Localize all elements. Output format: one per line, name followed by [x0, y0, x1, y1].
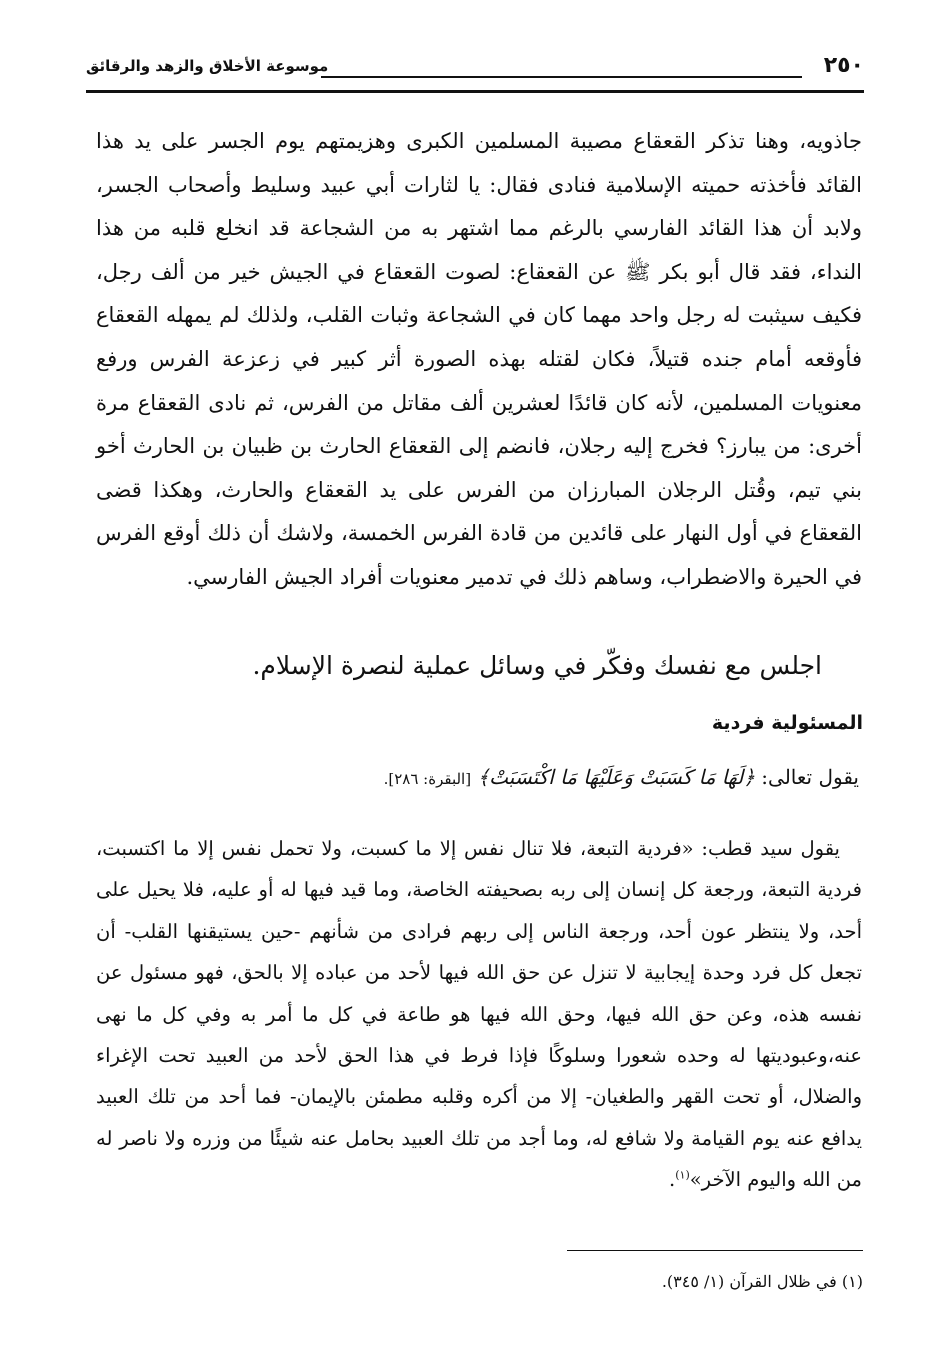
header-line — [321, 76, 802, 78]
reflection-callout: اجلس مع نفسك وفكّر في وسائل عملية لنصرة الإسلام. — [252, 651, 822, 680]
running-header — [86, 50, 864, 88]
section-heading: المسئولية فردية — [711, 712, 863, 734]
verse-intro: يقول تعالى: — [761, 765, 859, 789]
quran-verse: ﴿لَهَا مَا كَسَبَتْ وَعَلَيْهَا مَا اكْتَسَبَتْ﴾ — [477, 765, 755, 789]
verse-reference: [البقرة: ٢٨٦]. — [383, 770, 472, 788]
quote-end: . — [669, 1168, 676, 1192]
header-rule — [86, 90, 864, 93]
footnote-marker: (١) — [675, 1168, 690, 1182]
book-title: موسوعة الأخلاق والزهد والرقائق — [86, 57, 329, 75]
quote-text-block — [96, 828, 862, 1201]
paragraph-qaqaa: جاذويه، وهنا تذكر القعقاع مصيبة المسلمين الكبرى وهزيمتهم يوم الجسر على يد هذا القائد فأخذته حميته الإسلامية فنادى فقال: يا لثارات أبي عبيد وسليط وأصحاب الجسر، ولابد أن هذا القائد الفارسي بالرغم مما اشتهر به من الشجاعة قد انخلع قلبه من هذا النداء، فقد قال أبو بكر ﷺ عن القعقاع: لصوت القعقاع في الجيش خير من ألف رجل، فكيف سيثبت له رجل واحد مهما كان في الشجاعة وثبات القلب، ولذلك لم يمهله القعقاع فأوقعه أمام جنده قتيلاً، فكان لقتله بهذه الصورة أثر كبير في زعزعة الفرس ورفع معنويات المسلمين، لأنه كان قائدًا لعشرين ألف مقاتل من الفرس، ثم نادى القعقاع مرة أخرى: من يبارز؟ فخرج إليه رجلان، فانضم إلى القعقاع الحارث بن ظبيان بن الحارث أخو بني تيم، وقُتل الرجلان المبارزان من الفرس على يد القعقاع والحارث، وهكذا قضى القعقاع في أول النهار على قائدين من قادة الفرس الخمسة، ولاشك أن ذلك أوقع الفرس في الحيرة والاضطراب، وساهم ذلك في تدمير معنويات أفراد الجيش الفارسي. — [96, 129, 862, 589]
quote-text: يقول سيد قطب: «فردية التبعة، فلا تنال نفس إلا ما كسبت، ولا تحمل نفس إلا ما اكتسبت، فردية التبعة، ورجعة كل إنسان إلى ربه بصحيفته الخاصة، وما قيد فيها له أو عليه، فلا يحيل على أحد، ولا ينتظر عون أحد، ورجعة الناس إلى ربهم فرادى من شأنهم -حين يستيقنها القلب- أن تجعل كل فرد وحدة إيجابية لا تنزل عن حق الله فيها لأحد من عباده إلا بالحق، فهو مسئول عن نفسه هذه، وعن حق الله فيها، وحق الله فيها هو طاعة في كل ما أمر به وفي كل ما نهى عنه،وعبوديتها له وحده شعورا وسلوكًا فإذا فرط في هذا الحق لأحد من العبيد تحت الإغراء والضلال، أو تحت القهر والطغيان- إلا من أكره وقلبه مطمئن بالإيمان- فما أحد من تلك العبيد يدافع عنه يوم القيامة ولا شافع له، وما أجد من تلك العبيد بحامل عنه شيئًا من وزره ولا ناصر له من الله واليوم الآخر» — [96, 837, 862, 1192]
quran-verse-line — [96, 760, 859, 796]
footnote-rule — [567, 1250, 863, 1251]
main-text-block — [96, 120, 862, 600]
page-number: ٢٥٠ — [823, 53, 864, 78]
footnote: (١) في ظلال القرآن (١/ ٣٤٥). — [661, 1272, 863, 1291]
paragraph-sayyid-qutb — [96, 828, 862, 1201]
